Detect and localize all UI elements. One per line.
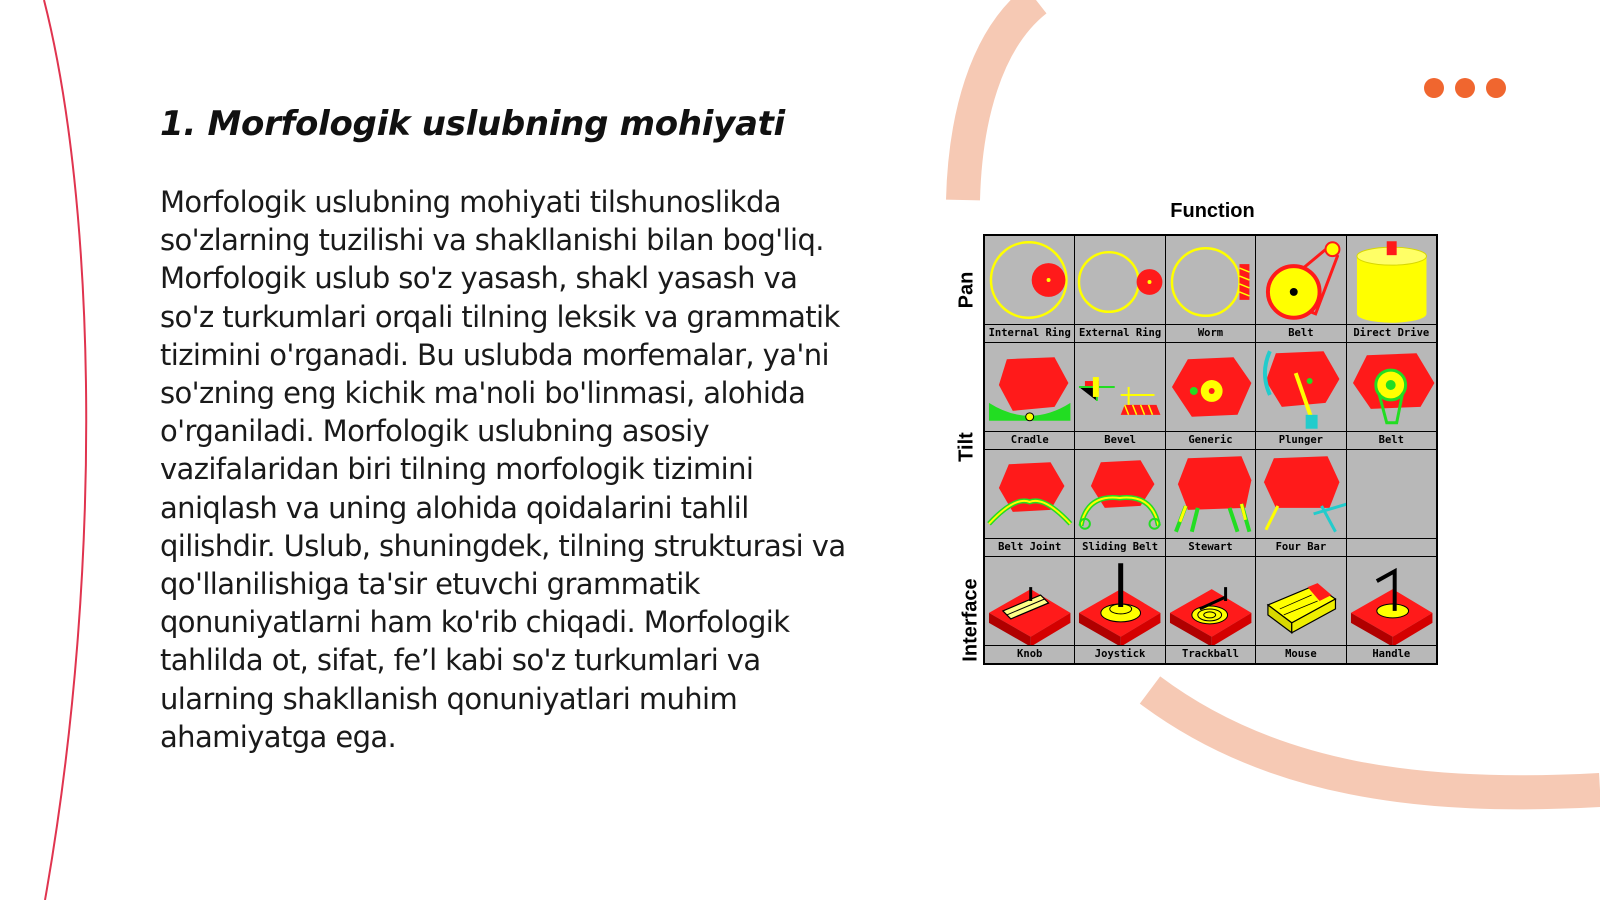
four-bar-icon: [1256, 450, 1345, 538]
dot-icon: [1455, 78, 1475, 98]
grid-cell: [1256, 557, 1345, 663]
grid-cell: [985, 236, 1074, 342]
grid-cell: [1075, 343, 1164, 449]
decorative-arc-bottom: [1150, 690, 1600, 792]
cell-label: Mouse: [1256, 645, 1345, 663]
cell-label: Joystick: [1075, 645, 1164, 663]
grid-cell: [1256, 450, 1345, 556]
dot-icon: [1424, 78, 1444, 98]
cell-label: Worm: [1166, 324, 1255, 342]
grid-cell: [1347, 236, 1436, 342]
grid-cell: [985, 343, 1074, 449]
dot-icon: [1486, 78, 1506, 98]
direct-drive-icon: [1347, 236, 1436, 324]
cell-label: Four Bar: [1256, 538, 1345, 556]
trackball-icon: [1166, 557, 1255, 645]
handle-icon: [1347, 557, 1436, 645]
mouse-icon: [1256, 557, 1345, 645]
external-ring-icon: [1075, 236, 1164, 324]
row-label-pan: Pan: [955, 271, 978, 309]
decorative-arc-top: [963, 0, 1036, 200]
cell-label: Generic: [1166, 431, 1255, 449]
cell-label: Belt: [1347, 431, 1436, 449]
belt-joint-icon: [985, 450, 1074, 538]
cell-label: Handle: [1347, 645, 1436, 663]
grid-cell: [1075, 236, 1164, 342]
cell-label: Cradle: [985, 431, 1074, 449]
cell-label: Belt Joint: [985, 538, 1074, 556]
stewart-icon: [1166, 450, 1255, 538]
cell-label: Belt: [1256, 324, 1345, 342]
grid-cell: [1347, 343, 1436, 449]
plunger-icon: [1256, 343, 1345, 431]
cell-label: Plunger: [1256, 431, 1345, 449]
sliding-belt-icon: [1075, 450, 1164, 538]
left-edge-curve: [44, 0, 86, 900]
cell-label: Bevel: [1075, 431, 1164, 449]
grid-cell: [1166, 343, 1255, 449]
worm-icon: [1166, 236, 1255, 324]
diagram-function-title: Function: [1170, 200, 1255, 222]
cell-label: Knob: [985, 645, 1074, 663]
cell-label: Stewart: [1166, 538, 1255, 556]
joystick-icon: [1075, 557, 1164, 645]
cradle-icon: [985, 343, 1074, 431]
grid-cell: [1075, 450, 1164, 556]
three-dots-decoration: [1424, 78, 1506, 98]
row-label-tilt: Tilt: [955, 432, 978, 462]
bevel-icon: [1075, 343, 1164, 431]
knob-icon: [985, 557, 1074, 645]
belt-icon: [1256, 236, 1345, 324]
slide-title: 1. Morfologik uslubning mohiyati: [160, 104, 785, 144]
cell-label: [1347, 538, 1436, 556]
grid-cell: [985, 557, 1074, 663]
row-label-interface: Interface: [959, 578, 982, 662]
grid-cell: [1256, 343, 1345, 449]
mechanism-grid: [983, 234, 1438, 665]
cell-label: Sliding Belt: [1075, 538, 1164, 556]
grid-cell-empty: [1347, 450, 1436, 556]
generic-tilt-icon: [1166, 343, 1255, 431]
belt-tilt-icon: [1347, 343, 1436, 431]
grid-cell: [1347, 557, 1436, 663]
cell-label: Direct Drive: [1347, 324, 1436, 342]
cell-label: Internal Ring: [985, 324, 1074, 342]
cell-label: External Ring: [1075, 324, 1164, 342]
grid-cell: [985, 450, 1074, 556]
grid-cell: [1166, 450, 1255, 556]
grid-cell: [1166, 236, 1255, 342]
grid-cell: [1166, 557, 1255, 663]
slide-body-text: Morfologik uslubning mohiyati tilshunoslikda so'zlarning tuzilishi va shakllanishi bilan bog'liq. Morfologik uslub so'z yasash, shakl yasash va so'z turkumlari orqali tilning leksik va grammatik tizimini o'rganadi. Bu uslubda morfemalar, ya'ni so'zning eng kichik ma'noli bo'linmasi, alohida o'rganiladi. Morfologik uslubning asosiy vazifalaridan biri tilning morfologik tizimini aniqlash va uning alohida qoidalarini tahlil qilishdir. Uslub, shuningdek, tilning strukturasi va qo'llanilishiga ta'sir etuvchi grammatik qonuniyatlarni ham ko'rib chiqadi. Morfologik tahlilda ot, sifat, fe’l kabi so'z turkumlari va ularning shakllanish qonuniyatlari muhim ahamiyatga ega.: [160, 185, 846, 754]
grid-cell: [1256, 236, 1345, 342]
cell-label: Trackball: [1166, 645, 1255, 663]
grid-cell: [1075, 557, 1164, 663]
internal-ring-icon: [985, 236, 1074, 324]
